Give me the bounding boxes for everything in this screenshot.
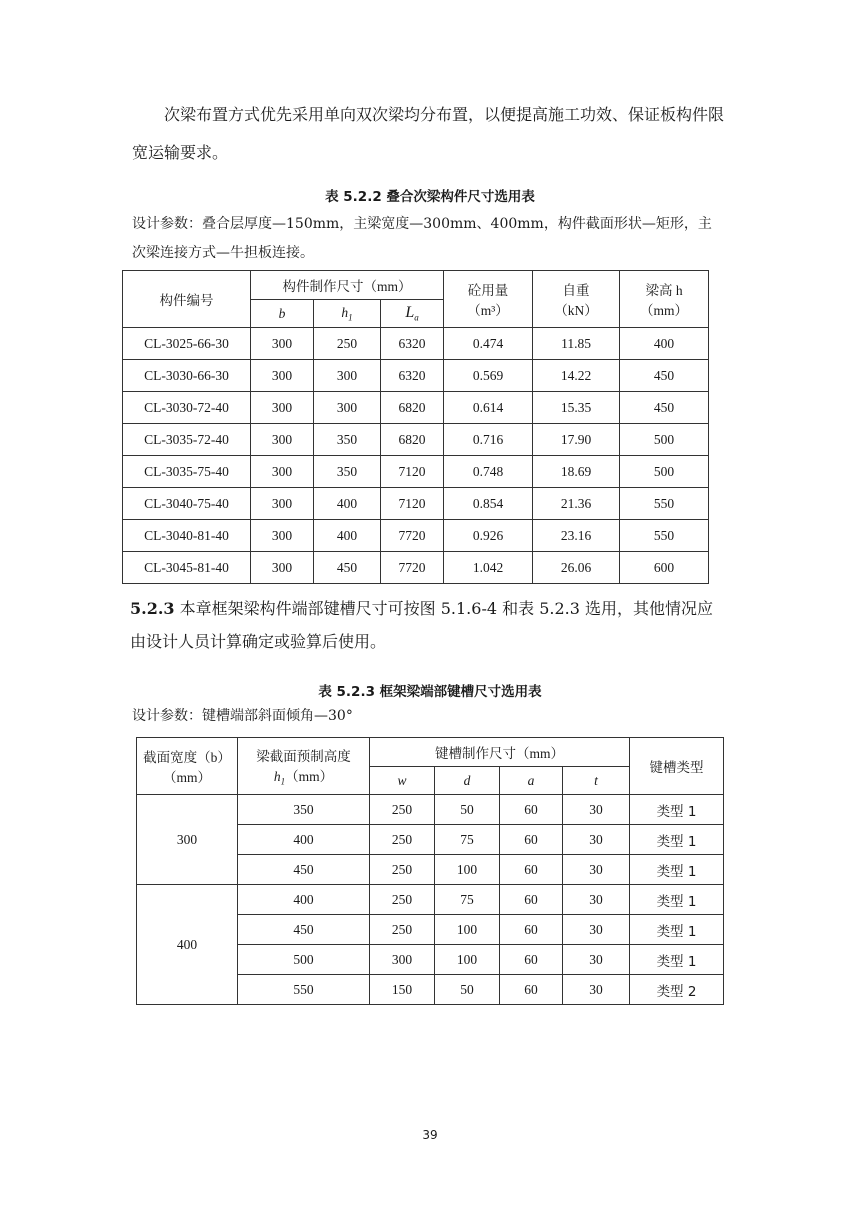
table-cell: 0.716 — [444, 424, 533, 456]
table1-params — [132, 210, 736, 268]
keyway-type-cell: 类型 1 — [630, 945, 724, 975]
table-cell: 550 — [238, 975, 370, 1005]
table-cell: 500 — [620, 456, 709, 488]
table-cell: 50 — [435, 975, 500, 1005]
table-cell: 0.748 — [444, 456, 533, 488]
col-header-b: b — [251, 300, 314, 328]
col-header-d: d — [435, 767, 500, 795]
table-cell: CL-3035-75-40 — [123, 456, 251, 488]
table-cell: 250 — [370, 825, 435, 855]
table-cell: 30 — [563, 855, 630, 885]
page-number: 39 — [422, 1128, 438, 1142]
table-row — [123, 360, 709, 392]
table-cell: 30 — [563, 795, 630, 825]
section-5-2-3 — [130, 592, 740, 658]
table-cell: 30 — [563, 945, 630, 975]
table-cell: 11.85 — [533, 328, 620, 360]
table-row — [123, 488, 709, 520]
table-cell: 1.042 — [444, 552, 533, 584]
table-cell: 300 — [251, 488, 314, 520]
table-cell: 30 — [563, 825, 630, 855]
table-cell: CL-3030-72-40 — [123, 392, 251, 424]
section-line1: 本章框架梁构件端部键槽尺寸可按图 5.1.6-4 和表 5.2.3 选用，其他情况应 — [179, 599, 713, 618]
col-header-w: w — [370, 767, 435, 795]
col-header-id: 构件编号 — [123, 271, 251, 328]
table1-params-line1: 设计参数：叠合层厚度—150mm，主梁宽度—300mm、400mm，构件截面形状—矩形，主 — [132, 216, 712, 232]
table-cell: 400 — [620, 328, 709, 360]
table-cell: 450 — [620, 360, 709, 392]
col-header-h1: $h_1$ — [314, 300, 381, 328]
table-cell: 400 — [314, 488, 381, 520]
table1-caption: 表 5.2.2 叠合次梁构件尺寸选用表 — [325, 189, 535, 205]
table-cell: 250 — [314, 328, 381, 360]
col-header-concrete: 砼用量 （m³） — [444, 271, 533, 328]
keyway-type-cell: 类型 2 — [630, 975, 724, 1005]
table-cell: 60 — [500, 885, 563, 915]
col-header-width: 截面宽度（b） （mm） — [137, 738, 238, 795]
table-cell: 450 — [238, 855, 370, 885]
table-cell: 300 — [251, 520, 314, 552]
table-cell: 0.614 — [444, 392, 533, 424]
table-cell: 0.926 — [444, 520, 533, 552]
table-cell: 550 — [620, 520, 709, 552]
table-row — [137, 885, 724, 915]
keyway-type-cell: 类型 1 — [630, 825, 724, 855]
table-cell: 6320 — [381, 360, 444, 392]
table-cell: 60 — [500, 945, 563, 975]
table-cell: 300 — [251, 392, 314, 424]
table-cell: 300 — [314, 392, 381, 424]
table-cell: 0.569 — [444, 360, 533, 392]
table-cell: 60 — [500, 795, 563, 825]
table-cell: 300 — [251, 360, 314, 392]
table-cell: 0.474 — [444, 328, 533, 360]
table-cell: 400 — [314, 520, 381, 552]
keyway-type-cell: 类型 1 — [630, 915, 724, 945]
table-cell: 6820 — [381, 424, 444, 456]
table-cell: 7120 — [381, 488, 444, 520]
table-cell: 350 — [238, 795, 370, 825]
table-row — [123, 392, 709, 424]
table-cell: 300 — [370, 945, 435, 975]
intro-paragraph: 次梁布置方式优先采用单向双次梁均分布置，以便提高施工功效、保证板构件限宽运输要求。 — [132, 105, 725, 162]
table-cell: 250 — [370, 915, 435, 945]
table-cell: 50 — [435, 795, 500, 825]
table-cell: 60 — [500, 855, 563, 885]
col-header-keyway-group: 键槽制作尺寸（mm） — [370, 738, 630, 767]
section-number: 5.2.3 — [130, 599, 175, 618]
table-cell: CL-3035-72-40 — [123, 424, 251, 456]
table-row — [123, 456, 709, 488]
table-row — [123, 552, 709, 584]
col-header-keyway-type: 键槽类型 — [630, 738, 724, 795]
table-row — [123, 520, 709, 552]
table2-caption: 表 5.2.3 框架梁端部键槽尺寸选用表 — [318, 684, 542, 700]
table-cell: 18.69 — [533, 456, 620, 488]
section-line2: 由设计人员计算确定或验算后使用。 — [130, 632, 387, 651]
table-cell: 30 — [563, 915, 630, 945]
table-cell: 600 — [620, 552, 709, 584]
table-cell: 17.90 — [533, 424, 620, 456]
col-header-precast-height: 梁截面预制高度 $h_1(mm)$ — [238, 738, 370, 795]
keyway-size-table-body — [137, 795, 724, 1005]
col-header-height: 梁高 h （mm） — [620, 271, 709, 328]
col-header-weight: 自重 （kN） — [533, 271, 620, 328]
table-cell: 250 — [370, 855, 435, 885]
table-cell: 7120 — [381, 456, 444, 488]
table-cell: 100 — [435, 855, 500, 885]
table-cell: 23.16 — [533, 520, 620, 552]
table2-params: 设计参数：键槽端部斜面倾角—30° — [132, 708, 353, 724]
table-cell: 15.35 — [533, 392, 620, 424]
table-cell: 6820 — [381, 392, 444, 424]
table-cell: 75 — [435, 825, 500, 855]
table-cell: 60 — [500, 915, 563, 945]
table-cell: 75 — [435, 885, 500, 915]
col-header-dims-group: 构件制作尺寸（mm） — [251, 271, 444, 300]
col-header-a: a — [500, 767, 563, 795]
table-row — [123, 424, 709, 456]
table-cell: 14.22 — [533, 360, 620, 392]
table-cell: 250 — [370, 795, 435, 825]
table-cell: 350 — [314, 456, 381, 488]
table-cell: 26.06 — [533, 552, 620, 584]
table-cell: 300 — [251, 456, 314, 488]
table-cell: 400 — [238, 885, 370, 915]
table-cell: CL-3040-75-40 — [123, 488, 251, 520]
table-cell: 450 — [314, 552, 381, 584]
table-cell: 300 — [314, 360, 381, 392]
table-cell: 300 — [251, 424, 314, 456]
table-cell: CL-3040-81-40 — [123, 520, 251, 552]
table1-params-line2: 次梁连接方式—牛担板连接。 — [132, 245, 314, 261]
keyway-size-table — [136, 737, 724, 1005]
table-cell: 350 — [314, 424, 381, 456]
keyway-type-cell: 类型 1 — [630, 885, 724, 915]
table-cell: 100 — [435, 915, 500, 945]
col-header-t: t — [563, 767, 630, 795]
table-cell: 500 — [238, 945, 370, 975]
table-cell: 100 — [435, 945, 500, 975]
table-cell: 21.36 — [533, 488, 620, 520]
table-cell: 400 — [238, 825, 370, 855]
table-cell: CL-3030-66-30 — [123, 360, 251, 392]
table-cell: 6320 — [381, 328, 444, 360]
table-cell: 150 — [370, 975, 435, 1005]
group-width-cell: 400 — [137, 885, 238, 1005]
table-cell: 550 — [620, 488, 709, 520]
table-cell: 500 — [620, 424, 709, 456]
beam-size-table — [122, 270, 709, 584]
table-cell: 7720 — [381, 552, 444, 584]
table-cell: 30 — [563, 975, 630, 1005]
table-cell: CL-3045-81-40 — [123, 552, 251, 584]
table-cell: 250 — [370, 885, 435, 915]
table-cell: 60 — [500, 975, 563, 1005]
table-cell: 30 — [563, 885, 630, 915]
beam-size-table-body — [123, 328, 709, 584]
table-row — [137, 795, 724, 825]
table-cell: 0.854 — [444, 488, 533, 520]
col-header-la: $L_a$ — [381, 300, 444, 328]
keyway-type-cell: 类型 1 — [630, 855, 724, 885]
table-cell: 450 — [238, 915, 370, 945]
table-cell: 60 — [500, 825, 563, 855]
table-cell: CL-3025-66-30 — [123, 328, 251, 360]
table-cell: 300 — [251, 552, 314, 584]
keyway-type-cell: 类型 1 — [630, 795, 724, 825]
table-row — [123, 328, 709, 360]
table-cell: 300 — [251, 328, 314, 360]
table-cell: 7720 — [381, 520, 444, 552]
group-width-cell: 300 — [137, 795, 238, 885]
table-cell: 450 — [620, 392, 709, 424]
